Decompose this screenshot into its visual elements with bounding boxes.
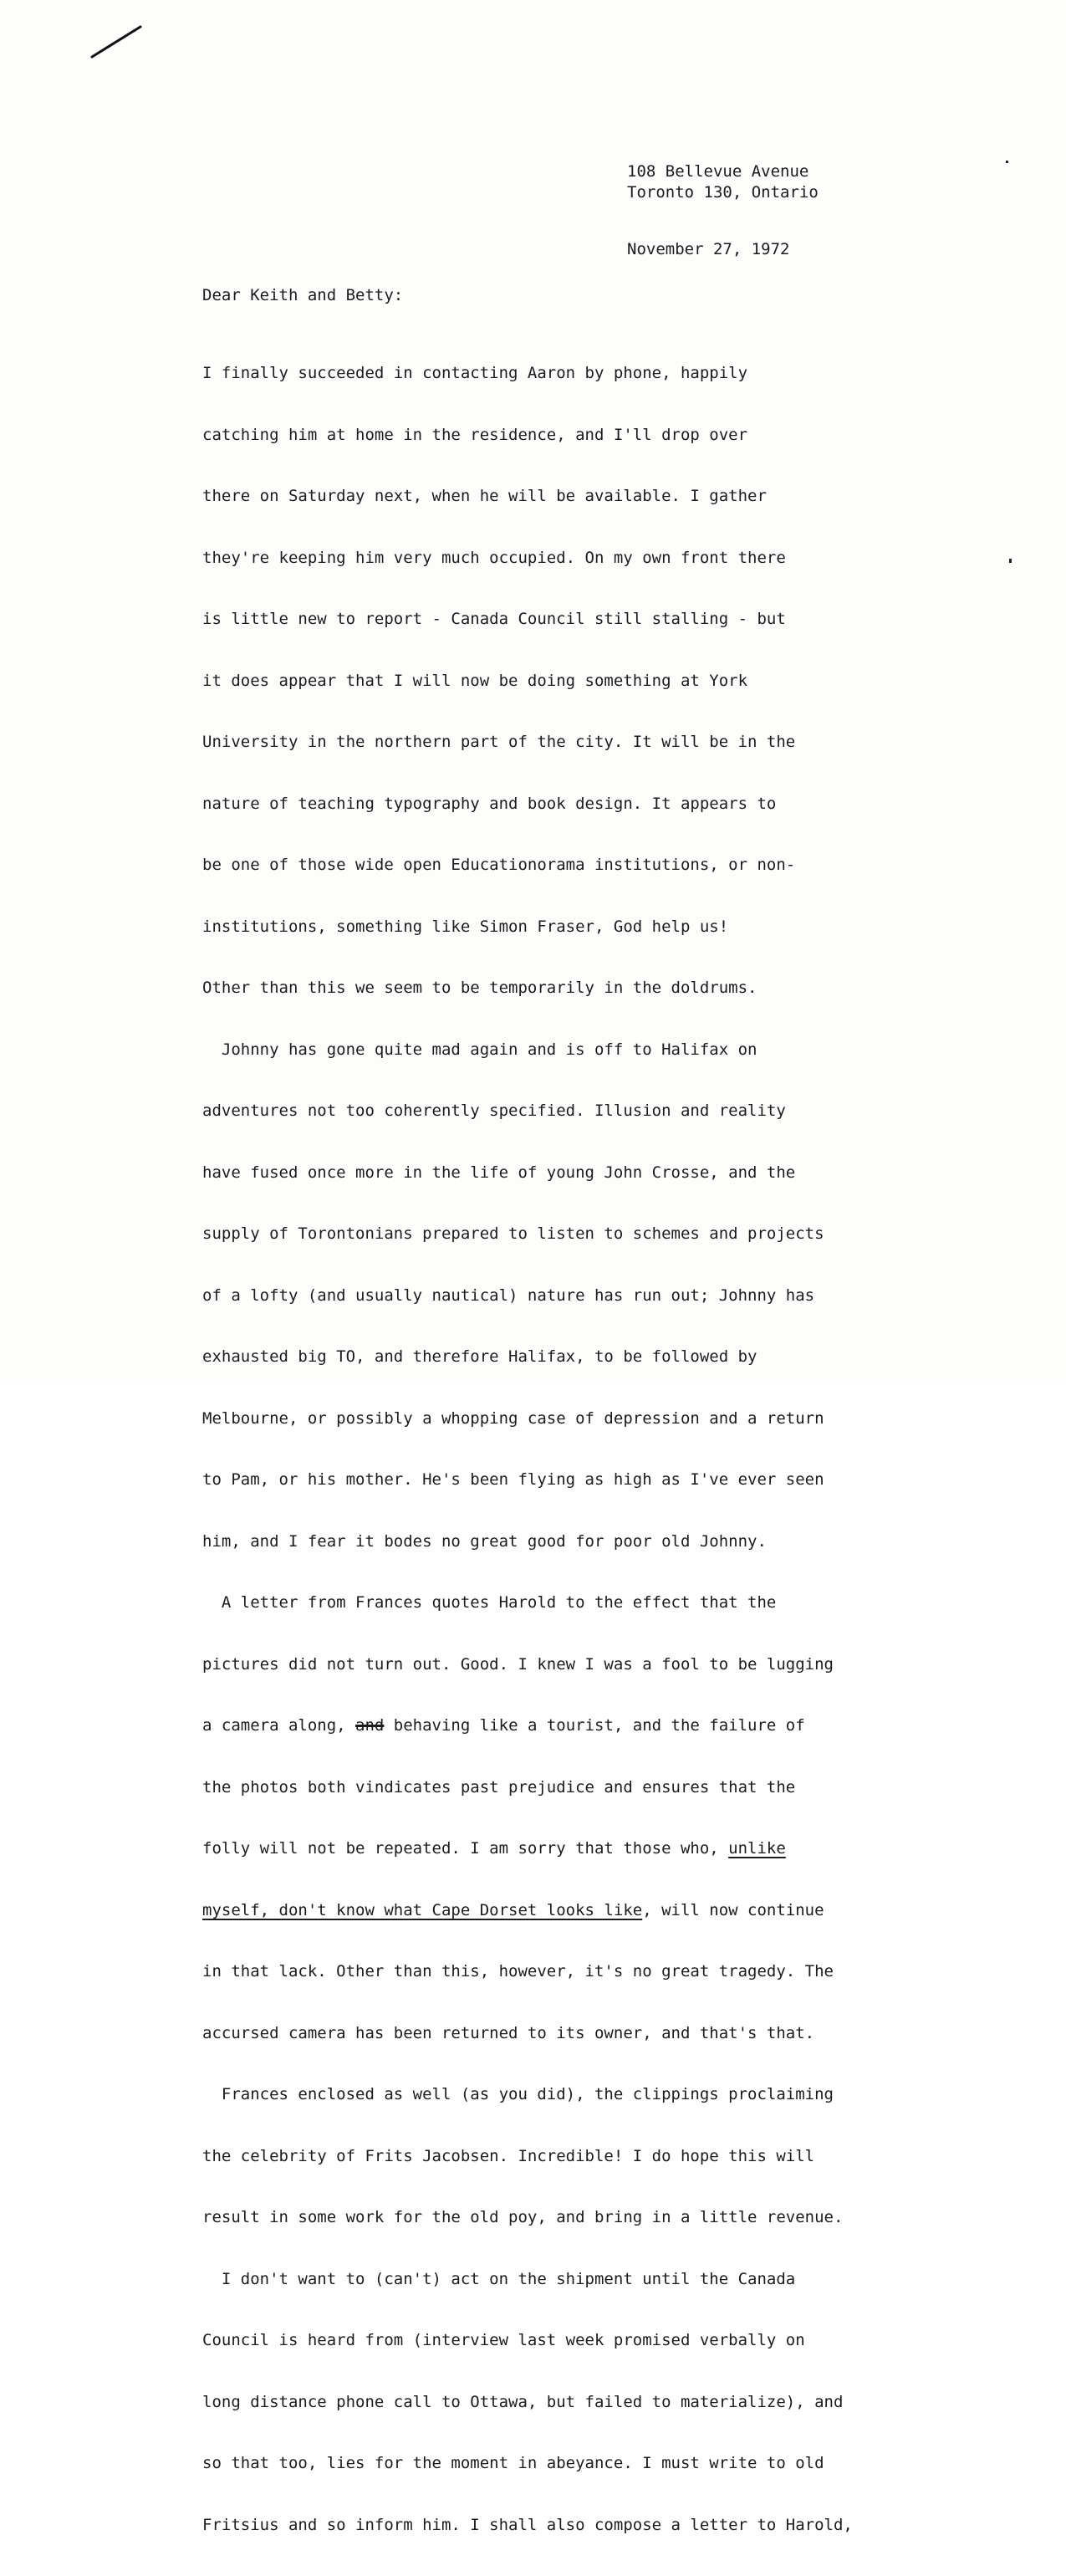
line-end: behaving like a tourist, and the failure of: [384, 1716, 805, 1735]
body-line: so that too, lies for the moment in abeyance. I must write to old: [202, 2454, 824, 2472]
body-line: of a lofty (and usually nautical) nature has run out; Johnny has: [202, 1285, 815, 1305]
body-line: Johnny has gone quite mad again and is off to Halifax on: [202, 1040, 757, 1059]
underlined-phrase: unlike: [728, 1839, 786, 1858]
body-line: supply of Torontonians prepared to listen to schemes and projects: [202, 1224, 824, 1243]
line-start: a camera along,: [202, 1716, 356, 1735]
body-line: long distance phone call to Ottawa, but failed to materialize), and: [202, 2392, 844, 2411]
body-line: be one of those wide open Educationorama institutions, or non-: [202, 856, 796, 874]
body-line: result in some work for the old poy, and bring in a little revenue.: [202, 2208, 844, 2226]
body-line: exhausted big TO, and therefore Halifax, to be followed by: [202, 1347, 757, 1366]
letter-date: November 27, 1972: [627, 240, 790, 258]
body-line: Council is heard from (interview last week promised verbally on: [202, 2331, 805, 2349]
letter-body: [202, 322, 853, 2576]
body-line: the photos both vindicates past prejudice and ensures that the: [202, 1777, 796, 1797]
line-end: , will now continue: [642, 1900, 824, 1919]
body-line: have fused once more in the life of young John Crosse, and the: [202, 1163, 796, 1182]
body-line: Frances enclosed as well (as you did), the clippings proclaiming: [202, 2085, 834, 2103]
body-line: the celebrity of Frits Jacobsen. Incredible! I do hope this will: [202, 2146, 815, 2165]
body-line: pictures did not turn out. Good. I knew I was a fool to be lugging: [202, 1654, 834, 1674]
pen-stroke-mark: [90, 25, 142, 59]
underlined-phrase: myself, don't know what Cape Dorset looks like: [202, 1900, 643, 1919]
body-line-underlined-end: [202, 1838, 853, 1859]
body-line: there on Saturday next, when he will be available. I gather: [202, 487, 767, 505]
salutation: Dear Keith and Betty:: [202, 286, 404, 304]
body-line: catching him at home in the residence, and I'll drop over: [202, 425, 748, 444]
body-line: institutions, something like Simon Fraser, God help us!: [202, 917, 729, 936]
body-line: it does appear that I will now be doing something at York: [202, 671, 748, 690]
body-line: A letter from Frances quotes Harold to the effect that the: [202, 1593, 777, 1612]
sender-address: [627, 161, 819, 203]
body-line: Melbourne, or possibly a whopping case of depression and a return: [202, 1408, 824, 1428]
body-line: is little new to report - Canada Council still stalling - but: [202, 610, 786, 628]
body-line-with-strikeout: [202, 1715, 853, 1736]
body-line: in that lack. Other than this, however, it's no great tragedy. The: [202, 1962, 834, 1981]
scan-speck: [1009, 559, 1012, 563]
scan-speck: [1006, 161, 1008, 163]
body-line: I finally succeeded in contacting Aaron by phone, happily: [202, 364, 748, 382]
body-line: they're keeping him very much occupied. On my own front there: [202, 548, 786, 567]
body-line: I don't want to (can't) act on the shipment until the Canada: [202, 2269, 796, 2288]
body-line: to Pam, or his mother. He's been flying as high as I've ever seen: [202, 1470, 824, 1489]
body-line-underlined-start: [202, 1900, 853, 1921]
address-line: Toronto 130, Ontario: [627, 183, 819, 202]
address-line: 108 Bellevue Avenue: [627, 162, 809, 181]
body-line: Other than this we seem to be temporarily in the doldrums.: [202, 979, 757, 997]
body-line: adventures not too coherently specified. Illusion and reality: [202, 1101, 786, 1120]
struck-out-word: and: [355, 1716, 385, 1735]
body-line: University in the northern part of the city. It will be in the: [202, 733, 796, 751]
body-line: him, and I fear it bodes no great good for poor old Johnny.: [202, 1531, 767, 1551]
body-line: accursed camera has been returned to its owner, and that's that.: [202, 2023, 815, 2042]
body-line: Fritsius and so inform him. I shall also compose a letter to Harold,: [202, 2515, 853, 2534]
body-line: nature of teaching typography and book design. It appears to: [202, 794, 777, 813]
line-start: folly will not be repeated. I am sorry that those who,: [202, 1839, 729, 1858]
